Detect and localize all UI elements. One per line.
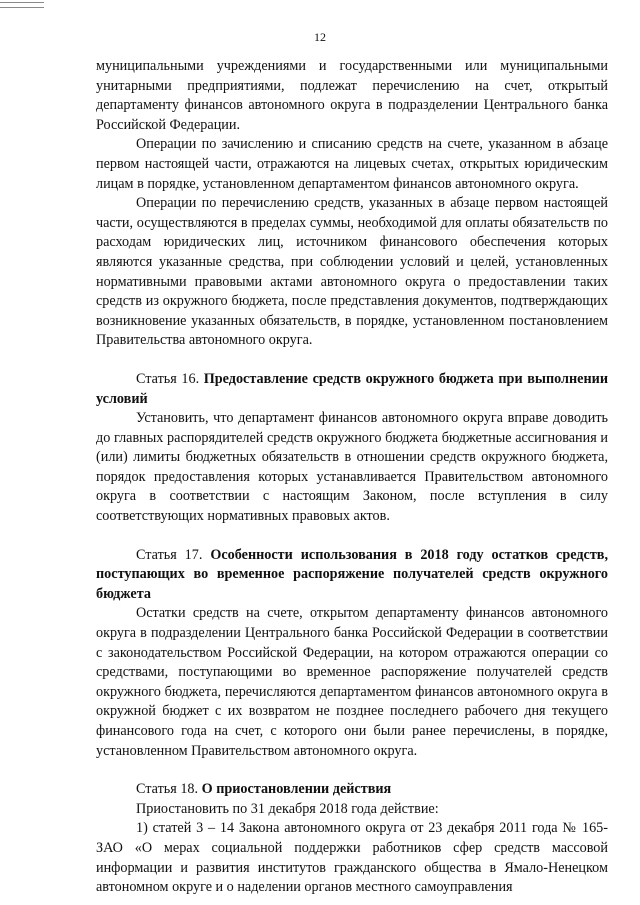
article-18-item-1: 1) статей 3 – 14 Закона автономного округа от 23 декабря 2011 года № 165-ЗАО «О мерах социальной поддержки работников сфер средств массовой информации и развития институтов гражданского общества в Ямало-Ненецком автономном округе и о наделении органов местного самоуправления — [96, 820, 608, 896]
paragraph: Операции по перечислению средств, указанных в абзаце первом настоящей части, осуществляются в пределах суммы, необходимой для оплаты обязательств по расходам юридических лиц, источником финансового обеспечения которых являются указанные средства, при соблюдении условий и целей, установленных нормативными правовыми актами автономного округа о предоставлении таких средств из окружного бюджета, после представления документов, подтверждающих возникновение указанных обязательств, в порядке, установленном постановлением Правительства автономного округа. — [96, 195, 608, 349]
article-title: Предоставление средств окружного бюджета при выполнении условий — [96, 370, 609, 407]
spacer — [96, 351, 608, 370]
article-number: Статья 16. — [136, 370, 200, 387]
page-number: 12 — [314, 30, 326, 44]
article-number: Статья 18. — [136, 781, 199, 798]
paragraph: муниципальными учреждениями и государственными или муниципальными унитарными предприятиями, подлежат перечислению на счет, открытый департаменту финансов автономного округа в подразделении Центрального банка Российской Федерации. — [96, 58, 608, 133]
article-18-body: Приостановить по 31 декабря 2018 года действие: — [136, 800, 439, 817]
article-18-heading — [96, 780, 608, 800]
article-16-heading — [96, 370, 608, 409]
article-17-body: Остатки средств на счете, открытом департаменту финансов автономного округа в подразделении Центрального банка Российской Федерации в соответствии с законодательством Российской Федерации, на котором отражаются операции со средствами, поступающими во временное распоряжение получателей средств окружного бюджета, перечисляются департаментом финансов автономного округа в окружной бюджет с их возвратом не позднее последнего рабочего дня текущего финансового года на счет, с которого они были ранее перечислены, в порядке, установленном Правительством автономного округа. — [96, 605, 608, 759]
document-body — [96, 57, 608, 898]
article-title: О приостановлении действия — [201, 781, 392, 798]
scan-corner-mark — [0, 2, 44, 8]
article-number: Статья 17. — [136, 546, 203, 563]
article-17-heading — [96, 546, 608, 605]
spacer — [96, 761, 608, 780]
article-16-body: Установить, что департамент финансов автономного округа вправе доводить до главных распорядителей средств окружного бюджета бюджетные ассигнования и (или) лимиты бюджетных обязательств в отношении средств окружного бюджета, порядок предоставления которых устанавливается Правительством автономного округа в соответствии с настоящим Законом, после вступления в силу соответствующих нормативных правовых актов. — [96, 410, 608, 525]
spacer — [96, 527, 608, 546]
paragraph: Операции по зачислению и списанию средств на счете, указанном в абзаце первом настоящей части, отражаются на лицевых счетах, открытых юридическим лицам в порядке, установленном департаментом финансов автономного округа. — [96, 136, 608, 192]
article-title: Особенности использования в 2018 году остатков средств, поступающих во временное распоряжение получателей средств окружного бюджета — [96, 546, 608, 602]
